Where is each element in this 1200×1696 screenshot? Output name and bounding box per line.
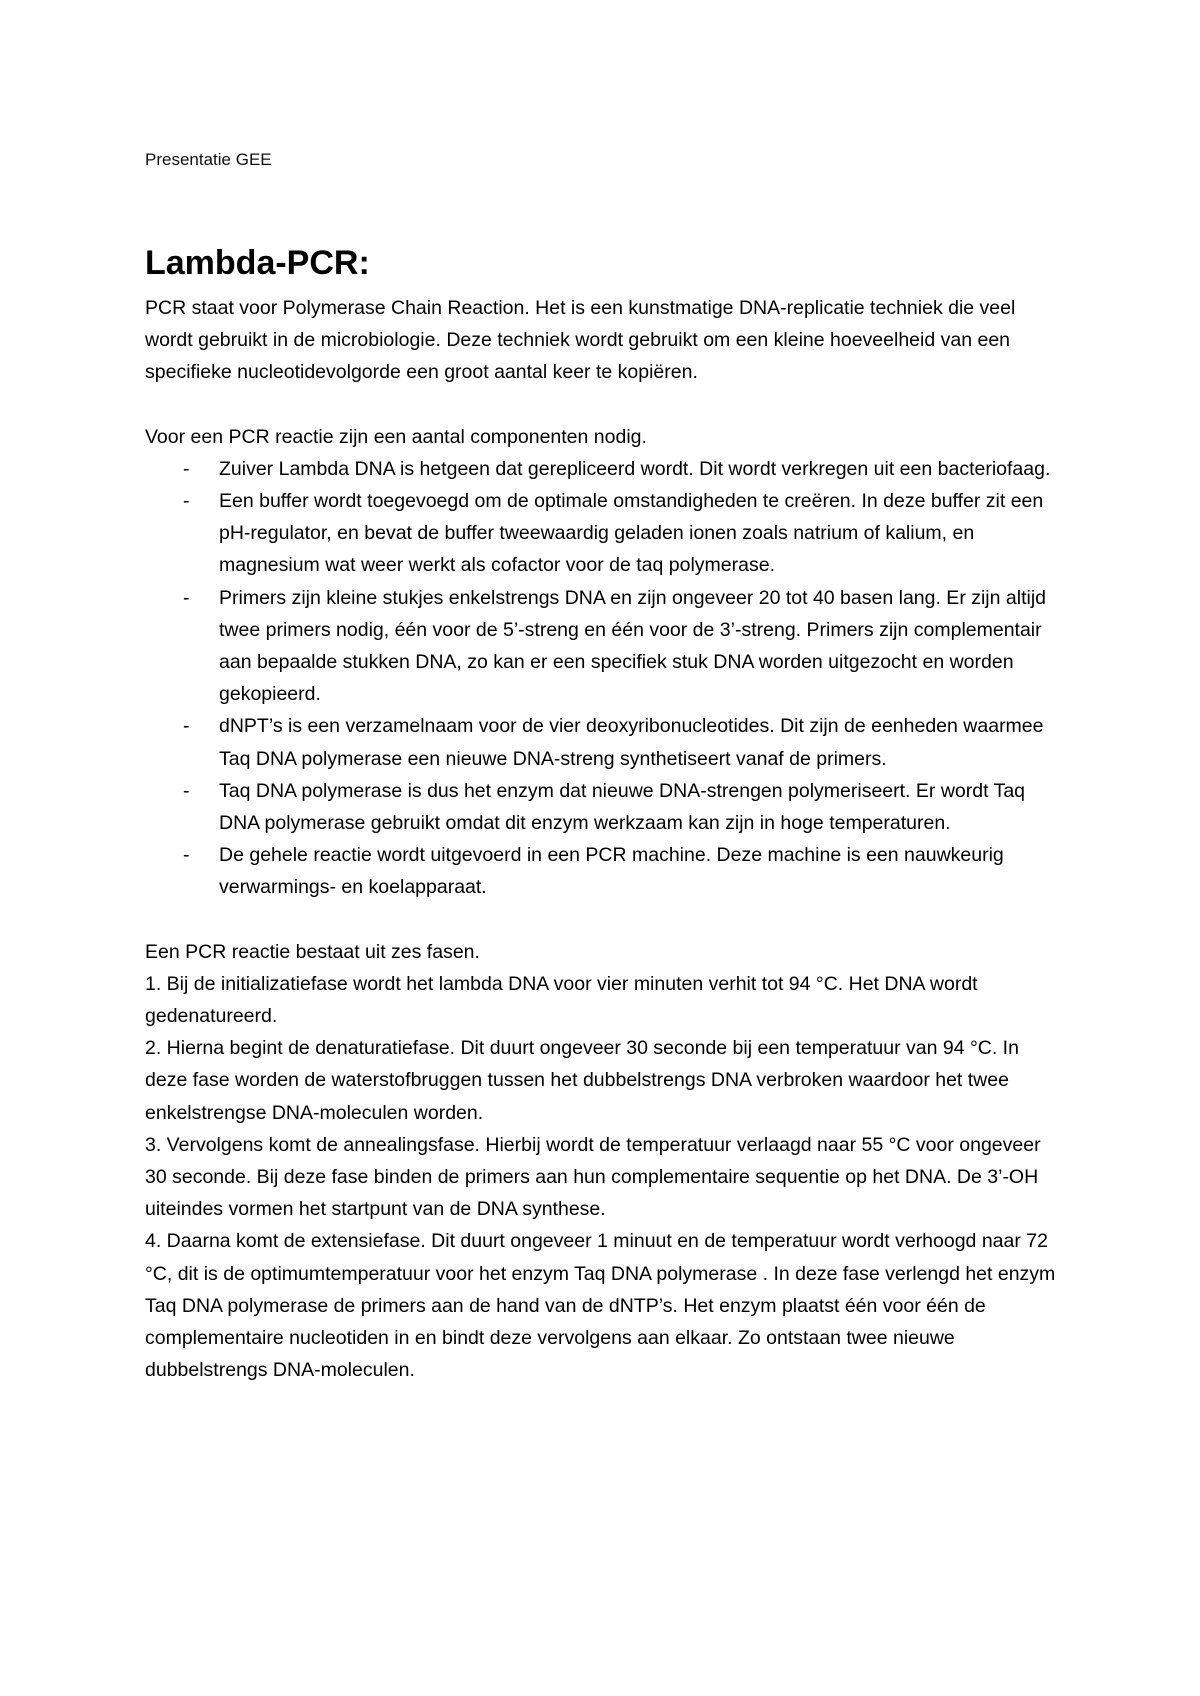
intro-paragraph: PCR staat voor Polymerase Chain Reaction. Het is een kunstmatige DNA-replicatie techniek die veel wordt gebruikt in de microbiologie. Deze techniek wordt gebruikt om een kleine hoeveelheid van een specifieke nucleotidevolgorde een groot aantal keer te kopiëren. bbox=[145, 297, 1016, 384]
bullet-dash: - bbox=[183, 457, 190, 480]
bullet-dash: - bbox=[183, 779, 190, 802]
phase-step: 1. Bij de initializatiefase wordt het lambda DNA voor vier minuten verhit tot 94 °C. Het DNA wordt gedenatureerd. bbox=[145, 972, 978, 1028]
list-item bbox=[145, 839, 1065, 903]
list-item bbox=[145, 485, 1065, 582]
list-item-text: Zuiver Lambda DNA is hetgeen dat gerepliceerd wordt. Dit wordt verkregen uit een bacteriofaag. bbox=[219, 457, 1051, 480]
list-item bbox=[145, 775, 1065, 839]
document-body bbox=[145, 238, 1065, 1387]
bullet-dash: - bbox=[183, 844, 190, 867]
bullet-dash: - bbox=[183, 586, 190, 609]
list-item bbox=[145, 453, 1065, 485]
list-item-text: De gehele reactie wordt uitgevoerd in een PCR machine. Deze machine is een nauwkeurig verwarmings- en koelapparaat. bbox=[219, 844, 1004, 899]
list-item bbox=[145, 582, 1065, 711]
phase-step: 4. Daarna komt de extensiefase. Dit duurt ongeveer 1 minuut en de temperatuur wordt verhoogd naar 72 °C, dit is de optimumtemperatuur voor het enzym Taq DNA polymerase . In deze fase verlengd het enzym Taq DNA polymerase de primers aan de hand van de dNTP’s. Het enzym plaatst één voor één de complementaire nucleotiden in en bindt deze vervolgens aan elkaar. Zo ontstaan twee nieuwe dubbelstrengs DNA-moleculen. bbox=[145, 1230, 1056, 1382]
components-intro: Voor een PCR reactie zijn een aantal componenten nodig. bbox=[145, 425, 647, 448]
components-list bbox=[145, 453, 1065, 904]
list-item bbox=[145, 710, 1065, 774]
page-header: Presentatie GEE bbox=[145, 150, 272, 169]
bullet-dash: - bbox=[183, 490, 190, 513]
document-title: Lambda-PCR: bbox=[145, 244, 370, 282]
list-item-text: Taq DNA polymerase is dus het enzym dat nieuwe DNA-strengen polymeriseert. Er wordt Taq DNA polymerase gebruikt omdat dit enzym werkzaam kan zijn in hoge temperaturen. bbox=[219, 779, 1026, 835]
phase-step: 3. Vervolgens komt de annealingsfase. Hierbij wordt de temperatuur verlaagd naar 55 °C voor ongeveer 30 seconde. Bij deze fase binden de primers aan hun complementaire sequentie op het DNA. De 3’-OH uiteindes vormen het startpunt van de DNA synthese. bbox=[145, 1133, 1041, 1221]
bullet-dash: - bbox=[183, 715, 190, 738]
phases-intro: Een PCR reactie bestaat uit zes fasen. bbox=[145, 940, 480, 963]
list-item-text: Een buffer wordt toegevoegd om de optimale omstandigheden te creëren. In deze buffer zit een pH-regulator, en bevat de buffer tweewaardig geladen ionen zoals natrium of kalium, en magnesium wat weer werkt als cofactor voor de taq polymerase. bbox=[219, 490, 1044, 577]
list-item-text: dNPT’s is een verzamelnaam voor de vier deoxyribonucleotides. Dit zijn de eenheden waarmee Taq DNA polymerase een nieuwe DNA-streng synthetiseert vanaf de primers. bbox=[219, 715, 1044, 770]
list-item-text: Primers zijn kleine stukjes enkelstrengs DNA en zijn ongeveer 20 tot 40 basen lang. Er zijn altijd twee primers nodig, één voor de 5’-streng en één voor de 3’-streng. Primers zijn complementair aan bepaalde stukken DNA, zo kan er een specifiek stuk DNA worden uitgezocht en worden gekopieerd. bbox=[219, 586, 1047, 706]
phase-step: 2. Hierna begint de denaturatiefase. Dit duurt ongeveer 30 seconde bij een temperatuur van 94 °C. In deze fase worden de waterstofbruggen tussen het dubbelstrengs DNA verbroken waardoor het twee enkelstrengse DNA-moleculen worden. bbox=[145, 1037, 1019, 1124]
